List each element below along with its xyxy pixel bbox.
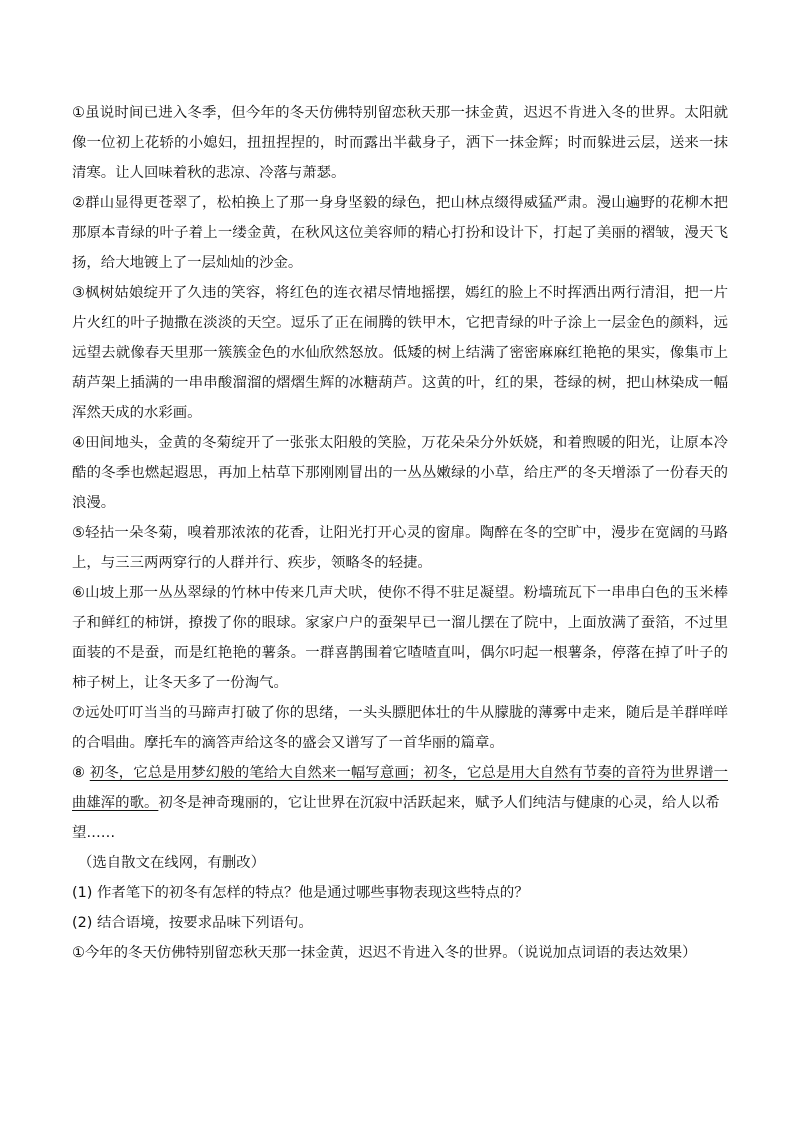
question-2: (2) 结合语境，按要求品味下列语句。 <box>72 915 313 931</box>
paragraph-8-number: ⑧ <box>72 765 90 781</box>
paragraph-6: ⑥山坡上那一丛丛翠绿的竹林中传来几声犬吠，使你不得不驻足凝望。粉墙琉瓦下一串串白色的玉米棒子和鲜红的柿饼，撩拨了你的眼球。家家户户的蚕架早已一溜儿摆在了院中，上面放满了蚕箔，不过里面装的不是蚕，而是红艳艳的薯条。一群喜鹊围着它喳喳直叫，偶尔叼起一根薯条，停落在掉了叶子的柿子树上，让冬天多了一份淘气。 <box>72 585 728 691</box>
paragraph-7: ⑦远处叮叮当当的马蹄声打破了你的思绪，一头头膘肥体壮的牛从朦胧的薄雾中走来，随后是羊群咩咩的合唱曲。摩托车的滴答声给这冬的盛会又谱写了一首华丽的篇章。 <box>72 705 728 751</box>
question-1: (1) 作者笔下的初冬有怎样的特点？他是通过哪些事物表现这些特点的？ <box>72 885 529 901</box>
paragraph-1: ①虽说时间已进入冬季，但今年的冬天仿佛特别留恋秋天那一抹金黄，迟迟不肯进入冬的世界。太阳就像一位初上花轿的小媳妇，扭扭捏捏的，时而露出半截身子，洒下一抹金辉；时而躲进云层，送来一抹清寒。让人回味着秋的悲凉、冷落与萧瑟。 <box>72 105 728 181</box>
source-note: （选自散文在线网，有删改） <box>78 855 266 871</box>
paragraph-8 <box>72 758 728 848</box>
paragraph-5: ⑤轻拈一朵冬菊，嗅着那浓浓的花香，让阳光打开心灵的窗扉。陶醉在冬的空旷中，漫步在宽阔的马路上，与三三两两穿行的人群并行、疾步，领略冬的轻捷。 <box>72 525 728 571</box>
question-2-item-1: ①今年的冬天仿佛特别留恋秋天那一抹金黄，迟迟不肯进入冬的世界。（说说加点词语的表达效果） <box>72 945 697 961</box>
paragraph-8-continuation: 初冬是神奇瑰丽的，它让世界在沉寂中活跃起来，赋予人们纯洁与健康的心灵，给人以希 <box>158 795 720 811</box>
document-body <box>72 98 728 968</box>
paragraph-8-ending: 望…… <box>72 825 116 841</box>
paragraph-4: ④田间地头，金黄的冬菊绽开了一张张太阳般的笑脸，万花朵朵分外妖娆，和着煦暖的阳光，让原本冷酷的冬季也燃起遐思，再加上枯草下那刚刚冒出的一丛丛嫩绿的小草，给庄严的冬天增添了一份春天的浪漫。 <box>72 435 728 511</box>
paragraph-8-underlined-sentence: 初冬，它总是用梦幻般的笔给大自然来一幅写意画；初冬，它总是用大自然有节奏的音符为世界谱一曲雄浑的歌。 <box>72 765 728 811</box>
paragraph-3: ③枫树姑娘绽开了久违的笑容，将红色的连衣裙尽情地摇摆，嫣红的脸上不时挥洒出两行清泪，把一片片火红的叶子抛撒在淡淡的天空。逗乐了正在闹腾的铁甲木，它把青绿的叶子涂上一层金色的颜料，远远望去就像春天里那一簇簇金色的水仙欣然怒放。低矮的树上结满了密密麻麻红艳艳的果实，像集市上葫芦架上插满的一串串酸溜溜的熠熠生辉的冰糖葫芦。这黄的叶，红的果，苍绿的树，把山林染成一幅浑然天成的水彩画。 <box>72 285 728 421</box>
paragraph-2: ②群山显得更苍翠了，松柏换上了那一身身坚毅的绿色，把山林点缀得威猛严肃。漫山遍野的花柳木把那原本青绿的叶子着上一缕金黄，在秋风这位美容师的精心打扮和设计下，打起了美丽的褶皱，漫天飞扬，给大地镀上了一层灿灿的沙金。 <box>72 195 728 271</box>
